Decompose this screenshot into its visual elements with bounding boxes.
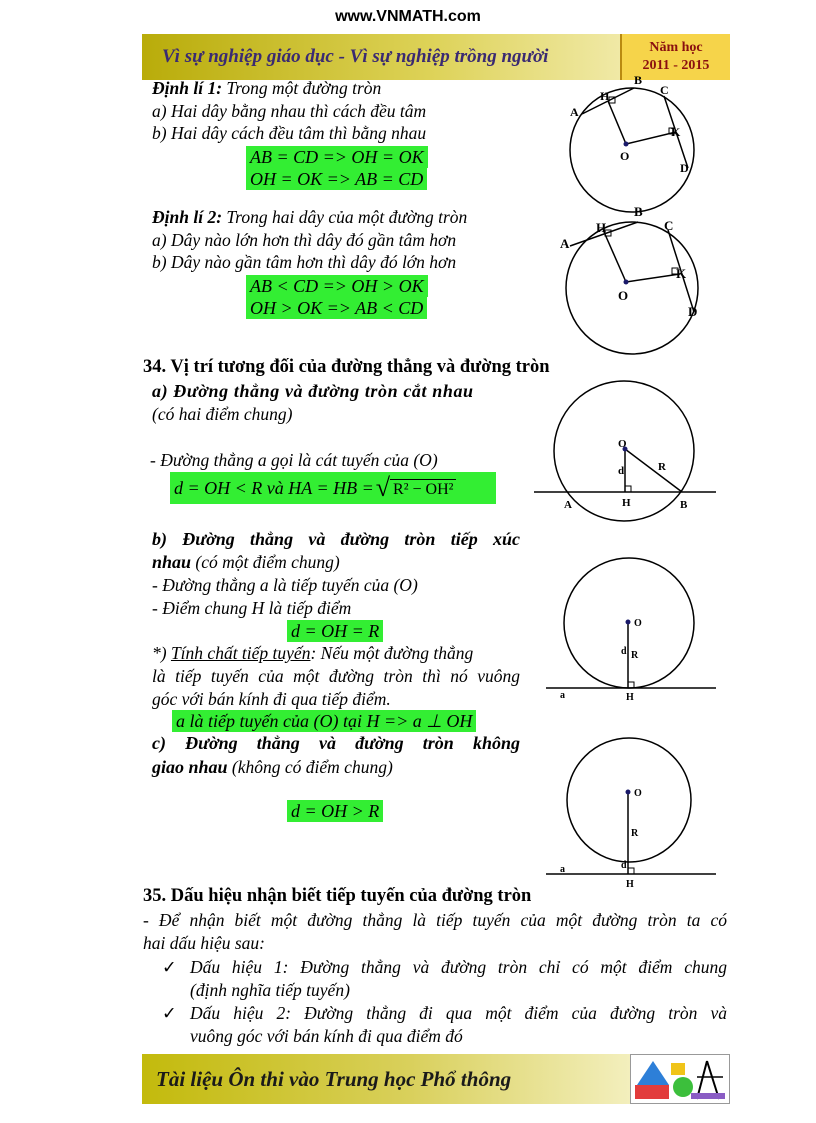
- fig2-label-b: B: [634, 204, 643, 219]
- fig1-label-h: H: [600, 89, 610, 103]
- section35-intro1: - Để nhận biết một đường thẳng là tiếp tuyến của một đường tròn ta có: [143, 910, 727, 930]
- fig1-label-c: C: [660, 83, 669, 97]
- property-text1: : Nếu một đường thẳng: [310, 643, 474, 663]
- theorem2-title: Định lí 2:: [152, 207, 223, 227]
- section34-b-line2: [152, 551, 340, 574]
- fig4-label-o: O: [634, 618, 642, 629]
- sqrt-radicand: R² − OH²: [390, 479, 456, 500]
- fig1-point-o: [624, 142, 629, 147]
- banner-slogan: Vì sự nghiệp giáo dục - Vì sự nghiệp trồng người: [162, 46, 549, 67]
- fig2-label-c: C: [664, 218, 674, 233]
- section34-b-desc1: - Đường thẳng a là tiếp tuyến của (O): [152, 575, 418, 595]
- fig3-label-h: H: [622, 497, 631, 509]
- property-formula: a là tiếp tuyến của (O) tại H => a ⊥ OH: [172, 710, 476, 732]
- property-line1: [152, 642, 473, 665]
- figure-secant-line: [534, 384, 716, 530]
- fig2-label-h: H: [596, 220, 607, 235]
- section34-b-formula: d = OH = R: [287, 620, 383, 642]
- section34-heading: 34. Vị trí tương đối của đường thẳng và đường tròn: [143, 357, 550, 377]
- fig1-label-d: D: [680, 161, 689, 175]
- section35-intro2: hai dấu hiệu sau:: [143, 933, 266, 953]
- footer-math-illustration: [630, 1054, 730, 1104]
- year-range: 2011 - 2015: [642, 58, 710, 73]
- section35-heading: 35. Dấu hiệu nhận biết tiếp tuyến của đường tròn: [143, 886, 532, 906]
- fig2-segment-oh: [604, 232, 626, 282]
- fig5-right-angle: [628, 868, 634, 874]
- secant-formula-text: d = OH < R và HA = HB =: [174, 478, 374, 498]
- property-line2: là tiếp tuyến của một đường tròn thì nó vuông: [152, 666, 520, 686]
- section34-a-title: a) Đường thẳng và đường tròn cắt nhau: [152, 381, 474, 401]
- fig3-segment-ob: [625, 449, 682, 492]
- fig5-label-a: a: [560, 864, 565, 875]
- theorem2-b: b) Dây nào gần tâm hơn thì dây đó lớn hơn: [152, 252, 457, 272]
- fig2-label-a: A: [560, 236, 570, 251]
- section34-b-title2: nhau: [152, 552, 192, 572]
- footer-title-box: [142, 1054, 630, 1104]
- fig2-label-o: O: [618, 288, 629, 303]
- property-prefix: *): [152, 643, 171, 663]
- section34-c-formula: d = OH > R: [287, 800, 383, 822]
- section34-c-title1: c) Đường thẳng và đường tròn không: [152, 733, 520, 753]
- math-tools-icon: [631, 1055, 729, 1103]
- section34-a-desc: - Đường thẳng a gọi là cát tuyến của (O): [150, 450, 438, 470]
- fig1-label-b: B: [634, 73, 643, 87]
- fig1-circle: [570, 88, 694, 212]
- banner-slogan-box: [142, 34, 620, 80]
- fig3-label-r: R: [658, 461, 666, 473]
- theorem1-b: b) Hai dây cách đều tâm thì bằng nhau: [152, 123, 427, 143]
- sign2-check-icon: ✓: [162, 1003, 177, 1023]
- fig2-circle: [566, 222, 698, 354]
- section34-b-title1: b) Đường thẳng và đường tròn tiếp xúc: [152, 529, 520, 549]
- fig2-point-o: [624, 280, 629, 285]
- fig4-label-d: d: [621, 646, 627, 657]
- site-url: www.VNMATH.com: [335, 8, 481, 25]
- theorem2-line: [152, 206, 467, 229]
- section34-a-formula: [170, 472, 496, 504]
- fig5-circle: [567, 738, 691, 862]
- figure-non-intersecting-line: [546, 736, 716, 888]
- fig5-label-r: R: [631, 828, 639, 839]
- year-label: Năm học: [649, 40, 703, 55]
- theorem1-formula1: AB = CD => OH = OK: [246, 146, 428, 168]
- fig3-right-angle: [625, 486, 631, 492]
- theorem1-title: Định lí 1:: [152, 78, 223, 98]
- fig4-right-angle: [628, 682, 634, 688]
- fig5-label-o: O: [634, 788, 642, 799]
- fig1-segment-oh: [608, 101, 626, 144]
- fig3-label-o: O: [618, 438, 627, 450]
- section34-b-sub: (có một điểm chung): [191, 552, 340, 572]
- theorem1-intro: Trong một đường tròn: [222, 78, 382, 98]
- section34-c-title2: giao nhau: [152, 757, 228, 777]
- theorem2-formula2: OH > OK => AB < CD: [246, 297, 427, 319]
- sign1-check-icon: ✓: [162, 957, 177, 977]
- theorem2-intro: Trong hai dây của một đường tròn: [222, 207, 468, 227]
- figure-equal-chords: [560, 72, 720, 212]
- fig4-label-r: R: [631, 650, 639, 661]
- sign2-line1: Dấu hiệu 2: Đường thẳng đi qua một điểm của đường tròn và: [190, 1003, 727, 1023]
- theorem2-a: a) Dây nào lớn hơn thì dây đó gần tâm hơn: [152, 230, 457, 250]
- theorem1-line: [152, 77, 381, 100]
- section34-b-desc2: - Điểm chung H là tiếp điểm: [152, 598, 352, 618]
- fig5-label-d: d: [621, 860, 627, 871]
- fig2-label-d: D: [688, 304, 698, 319]
- sign2-line2: vuông góc với bán kính đi qua điểm đó: [190, 1026, 463, 1046]
- section34-a-sub: (có hai điểm chung): [152, 404, 293, 424]
- fig3-label-a: A: [564, 499, 572, 511]
- fig3-label-d: d: [618, 465, 625, 477]
- footer-banner: [142, 1054, 730, 1104]
- fig2-segment-ok: [626, 274, 680, 282]
- property-title: Tính chất tiếp tuyến: [170, 643, 311, 663]
- figure-unequal-chords: [560, 200, 720, 360]
- fig4-point-o: [626, 620, 631, 625]
- section34-c-sub: (không có điểm chung): [227, 757, 393, 777]
- footer-title: Tài liệu Ôn thi vào Trung học Phổ thông: [156, 1066, 512, 1091]
- theorem2-formula1: AB < CD => OH > OK: [246, 275, 428, 297]
- fig5-point-o: [626, 790, 631, 795]
- figure-tangent-line: [546, 552, 716, 702]
- fig4-label-a: a: [560, 690, 565, 701]
- fig1-label-a: A: [570, 105, 579, 119]
- theorem1-a: a) Hai dây bằng nhau thì cách đều tâm: [152, 101, 427, 121]
- section34-c-line2: [152, 756, 393, 779]
- property-line3: góc với bán kính đi qua tiếp điểm.: [152, 689, 391, 709]
- sign1-line1: Dấu hiệu 1: Đường thẳng và đường tròn chỉ có một điểm chung: [190, 957, 727, 977]
- fig2-label-k: K: [676, 266, 687, 281]
- sign1-line2: (định nghĩa tiếp tuyến): [190, 980, 350, 1000]
- fig5-label-h: H: [626, 879, 634, 890]
- theorem1-formula2: OH = OK => AB = CD: [246, 168, 427, 190]
- fig1-label-o: O: [620, 149, 630, 163]
- fig3-label-b: B: [680, 499, 688, 511]
- fig4-label-h: H: [626, 692, 634, 703]
- fig1-label-k: K: [671, 125, 681, 139]
- sqrt-symbol: √: [375, 473, 391, 502]
